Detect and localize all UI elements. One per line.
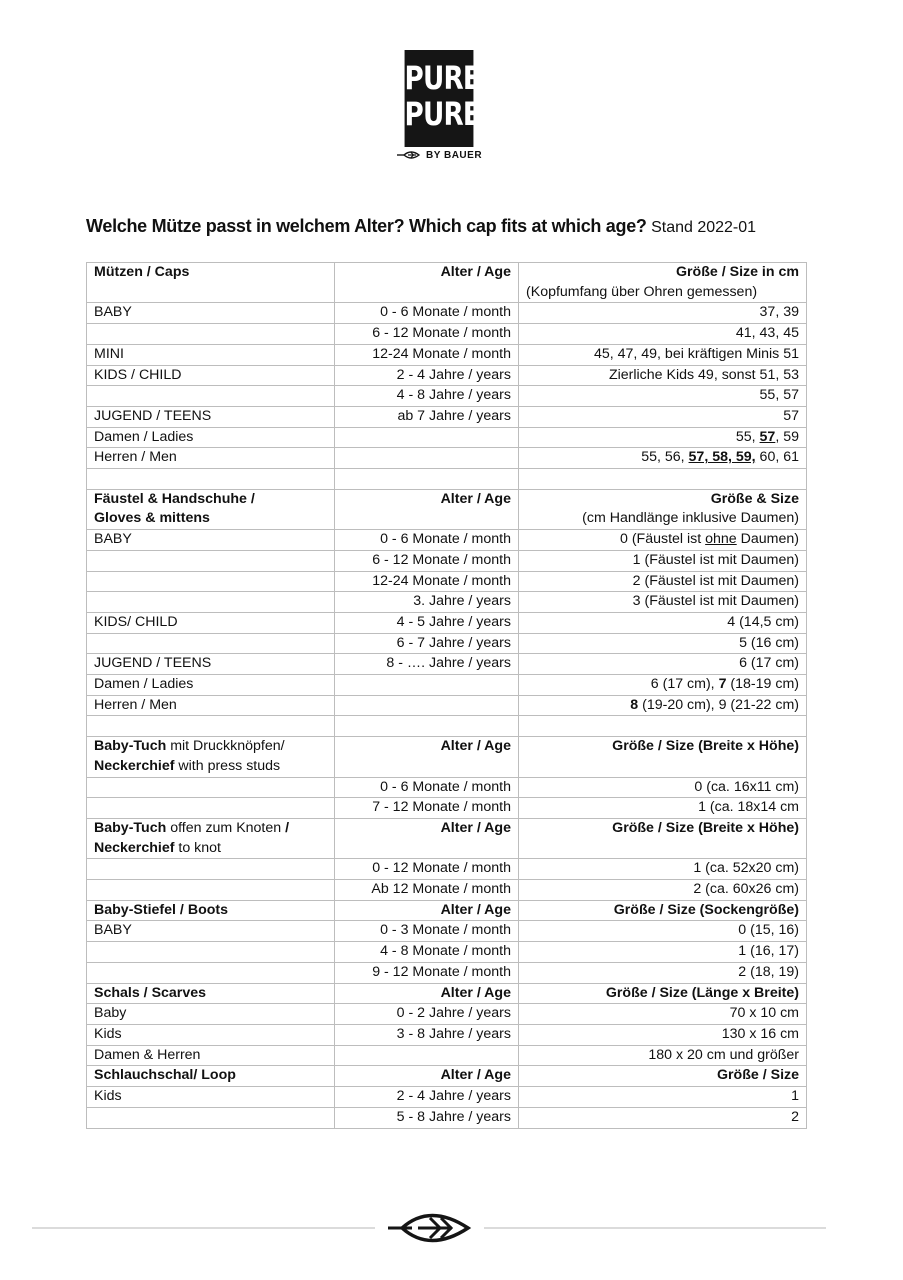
leaf-icon <box>397 150 423 160</box>
table-row <box>87 962 807 983</box>
table-row <box>87 675 807 696</box>
size-cell: 57 <box>519 406 807 427</box>
footer-divider <box>0 1205 903 1255</box>
brand-logo <box>397 50 481 161</box>
product-cell: Kids <box>87 1087 335 1108</box>
product-cell <box>87 962 335 983</box>
neck_knot-header-product <box>87 818 335 858</box>
table-row <box>87 344 807 365</box>
product-cell <box>87 386 335 407</box>
loop-header-age: Alter / Age <box>335 1066 519 1087</box>
age-cell: 4 - 8 Jahre / years <box>335 386 519 407</box>
highlight-size: 57 <box>759 428 776 445</box>
age-cell: 2 - 4 Jahre / years <box>335 1087 519 1108</box>
text-span: 55, <box>735 428 760 445</box>
size-cell: 3 (Fäustel ist mit Daumen) <box>519 592 807 613</box>
table-row <box>87 571 807 592</box>
product-cell <box>87 942 335 963</box>
product-cell: MINI <box>87 344 335 365</box>
table-row <box>87 365 807 386</box>
text-span: with press studs <box>174 757 281 774</box>
product-cell <box>87 324 335 345</box>
gloves-header-product <box>87 489 335 529</box>
gloves-header-note: (cm Handlänge inklusive Daumen) <box>519 509 807 529</box>
neck_press-header-age: Alter / Age <box>335 737 519 777</box>
table-row <box>87 530 807 551</box>
caps-header-note: (Kopfumfang über Ohren gemessen) <box>519 283 807 303</box>
product-cell: BABY <box>87 921 335 942</box>
text-span: 55, 56, <box>641 449 689 466</box>
text-span: Neckerchief <box>94 757 175 774</box>
size-cell: 41, 43, 45 <box>519 324 807 345</box>
empty-cell <box>87 469 335 490</box>
age-cell: 3. Jahre / years <box>335 592 519 613</box>
scarves-header-product: Schals / Scarves <box>87 983 335 1004</box>
scarves-header-size: Größe / Size (Länge x Breite) <box>519 983 807 1004</box>
product-cell <box>87 1107 335 1128</box>
product-cell <box>87 777 335 798</box>
size-cell: 5 (16 cm) <box>519 633 807 654</box>
table-row <box>87 798 807 819</box>
product-cell: Damen & Herren <box>87 1045 335 1066</box>
size-cell <box>519 448 807 469</box>
size-cell: 1 (16, 17) <box>519 942 807 963</box>
product-cell <box>87 798 335 819</box>
table-row <box>87 859 807 880</box>
age-cell: Ab 12 Monate / month <box>335 880 519 901</box>
text-span: Neckerchief <box>94 839 175 856</box>
product-cell <box>87 592 335 613</box>
product-cell: JUGEND / TEENS <box>87 406 335 427</box>
age-cell: 7 - 12 Monate / month <box>335 798 519 819</box>
table-row <box>87 448 807 469</box>
size-cell: 0 (15, 16) <box>519 921 807 942</box>
age-cell: 4 - 5 Jahre / years <box>335 612 519 633</box>
gloves-header-row <box>87 489 807 509</box>
size-cell: 2 (18, 19) <box>519 962 807 983</box>
age-cell <box>335 448 519 469</box>
age-cell <box>335 427 519 448</box>
table-row <box>87 942 807 963</box>
table-row <box>87 921 807 942</box>
highlight-size: 7 <box>718 676 727 693</box>
product-cell: Baby <box>87 1004 335 1025</box>
size-cell: 37, 39 <box>519 303 807 324</box>
heading-title: Welche Mütze passt in welchem Alter? Which cap fits at which age? <box>86 216 647 236</box>
boots-header-row <box>87 900 807 921</box>
text-span: (19-20 cm), 9 (21-22 cm) <box>638 696 799 713</box>
age-cell: 2 - 4 Jahre / years <box>335 365 519 386</box>
table-row <box>87 695 807 716</box>
table-row <box>87 550 807 571</box>
table-row <box>87 1045 807 1066</box>
text-span: / <box>285 819 290 836</box>
age-cell: 0 - 12 Monate / month <box>335 859 519 880</box>
size-cell: 1 (ca. 18x14 cm <box>519 798 807 819</box>
text-span: offen zum Knoten <box>166 819 286 836</box>
size-cell: 6 (17 cm) <box>519 654 807 675</box>
size-cell: 1 (ca. 52x20 cm) <box>519 859 807 880</box>
text-span: Baby-Tuch <box>94 738 167 755</box>
scarves-header-age: Alter / Age <box>335 983 519 1004</box>
size-cell: 1 <box>519 1087 807 1108</box>
logo-subtitle <box>397 150 481 161</box>
product-cell <box>87 859 335 880</box>
size-cell: 55, 57 <box>519 386 807 407</box>
table-row <box>87 1004 807 1025</box>
size-cell <box>519 695 807 716</box>
age-cell: ab 7 Jahre / years <box>335 406 519 427</box>
age-cell: 5 - 8 Jahre / years <box>335 1107 519 1128</box>
spacer-row <box>87 469 807 490</box>
size-cell <box>519 675 807 696</box>
table-row <box>87 427 807 448</box>
size-cell: 4 (14,5 cm) <box>519 612 807 633</box>
text-span: 60, 61 <box>755 449 799 466</box>
table-row <box>87 592 807 613</box>
table-row <box>87 777 807 798</box>
text-span: , 59 <box>775 428 799 445</box>
product-cell <box>87 633 335 654</box>
product-cell: Kids <box>87 1024 335 1045</box>
product-cell <box>87 880 335 901</box>
table-row <box>87 612 807 633</box>
table-row <box>87 1107 807 1128</box>
size-table-body <box>87 263 807 1129</box>
table-row <box>87 386 807 407</box>
product-cell: BABY <box>87 530 335 551</box>
spacer-row <box>87 716 807 737</box>
page-heading <box>86 216 756 237</box>
product-cell: Herren / Men <box>87 448 335 469</box>
table-row <box>87 324 807 345</box>
age-cell: 0 - 3 Monate / month <box>335 921 519 942</box>
empty-cell <box>335 716 519 737</box>
product-cell: Damen / Ladies <box>87 427 335 448</box>
caps-header-age: Alter / Age <box>335 263 519 303</box>
age-cell: 6 - 12 Monate / month <box>335 324 519 345</box>
gloves-header-age: Alter / Age <box>335 489 519 529</box>
text-span: Daumen) <box>736 531 799 548</box>
loop-header-product: Schlauchschal/ Loop <box>87 1066 335 1087</box>
size-cell <box>519 427 807 448</box>
size-cell: 2 <box>519 1107 807 1128</box>
age-cell <box>335 695 519 716</box>
gloves-header-size: Größe & Size <box>519 489 807 509</box>
empty-cell <box>335 469 519 490</box>
product-cell: JUGEND / TEENS <box>87 654 335 675</box>
table-row <box>87 303 807 324</box>
loop-header-row <box>87 1066 807 1087</box>
logo-sub-text: BY BAUER <box>426 150 483 161</box>
size-table <box>86 262 807 1129</box>
size-cell <box>519 530 807 551</box>
text-span: 6 (17 cm), <box>650 676 719 693</box>
age-cell: 0 - 6 Monate / month <box>335 777 519 798</box>
age-cell: 3 - 8 Jahre / years <box>335 1024 519 1045</box>
logo-line-2: PURE <box>404 95 480 133</box>
size-cell: 2 (Fäustel ist mit Daumen) <box>519 571 807 592</box>
boots-header-product: Baby-Stiefel / Boots <box>87 900 335 921</box>
age-cell: 8 - …. Jahre / years <box>335 654 519 675</box>
neck_press-header-product <box>87 737 335 777</box>
age-cell: 4 - 8 Monate / month <box>335 942 519 963</box>
table-row <box>87 1024 807 1045</box>
size-cell: 130 x 16 cm <box>519 1024 807 1045</box>
text-span: 0 (Fäustel ist <box>619 531 706 548</box>
size-cell: 45, 47, 49, bei kräftigen Minis 51 <box>519 344 807 365</box>
product-cell: BABY <box>87 303 335 324</box>
highlight-size: 8 <box>630 696 639 713</box>
loop-header-size: Größe / Size <box>519 1066 807 1087</box>
logo-line-1: PURE <box>404 59 480 97</box>
age-cell: 12-24 Monate / month <box>335 344 519 365</box>
product-cell <box>87 571 335 592</box>
text-span: Gloves & mittens <box>94 510 210 527</box>
underlined-word: ohne <box>705 531 737 548</box>
age-cell: 9 - 12 Monate / month <box>335 962 519 983</box>
neck_press-header-size: Größe / Size (Breite x Höhe) <box>519 737 807 777</box>
neck_knot-header-age: Alter / Age <box>335 818 519 858</box>
heading-stand: Stand 2022-01 <box>651 219 757 236</box>
empty-cell <box>519 716 807 737</box>
leaf-icon <box>388 1216 468 1241</box>
boots-header-age: Alter / Age <box>335 900 519 921</box>
table-row <box>87 406 807 427</box>
age-cell <box>335 675 519 696</box>
table-row <box>87 633 807 654</box>
empty-cell <box>519 469 807 490</box>
caps-header-row <box>87 263 807 283</box>
age-cell: 0 - 2 Jahre / years <box>335 1004 519 1025</box>
product-cell: KIDS / CHILD <box>87 365 335 386</box>
table-row <box>87 880 807 901</box>
empty-cell <box>87 716 335 737</box>
text-span: Fäustel & Handschuhe / <box>94 490 255 507</box>
table-row <box>87 1087 807 1108</box>
age-cell: 0 - 6 Monate / month <box>335 303 519 324</box>
product-cell: Damen / Ladies <box>87 675 335 696</box>
logo-box <box>404 50 480 147</box>
age-cell: 12-24 Monate / month <box>335 571 519 592</box>
size-cell: 0 (ca. 16x11 cm) <box>519 777 807 798</box>
product-cell: KIDS/ CHILD <box>87 612 335 633</box>
age-cell <box>335 1045 519 1066</box>
age-cell: 0 - 6 Monate / month <box>335 530 519 551</box>
boots-header-size: Größe / Size (Sockengröße) <box>519 900 807 921</box>
product-cell: Herren / Men <box>87 695 335 716</box>
caps-header-size: Größe / Size in cm <box>519 263 807 283</box>
neck_knot-header-size: Größe / Size (Breite x Höhe) <box>519 818 807 858</box>
scarves-header-row <box>87 983 807 1004</box>
size-cell: 2 (ca. 60x26 cm) <box>519 880 807 901</box>
text-span: to knot <box>174 839 221 856</box>
size-cell: 1 (Fäustel ist mit Daumen) <box>519 550 807 571</box>
size-cell: 180 x 20 cm und größer <box>519 1045 807 1066</box>
size-cell: Zierliche Kids 49, sonst 51, 53 <box>519 365 807 386</box>
table-row <box>87 654 807 675</box>
text-span: mit Druckknöpfen/ <box>166 738 285 755</box>
highlight-size: 57, 58, 59, <box>688 449 756 466</box>
product-cell <box>87 550 335 571</box>
age-cell: 6 - 12 Monate / month <box>335 550 519 571</box>
caps-header-product: Mützen / Caps <box>87 263 335 303</box>
text-span: Baby-Tuch <box>94 819 167 836</box>
size-cell: 70 x 10 cm <box>519 1004 807 1025</box>
text-span: (18-19 cm) <box>726 676 799 693</box>
age-cell: 6 - 7 Jahre / years <box>335 633 519 654</box>
